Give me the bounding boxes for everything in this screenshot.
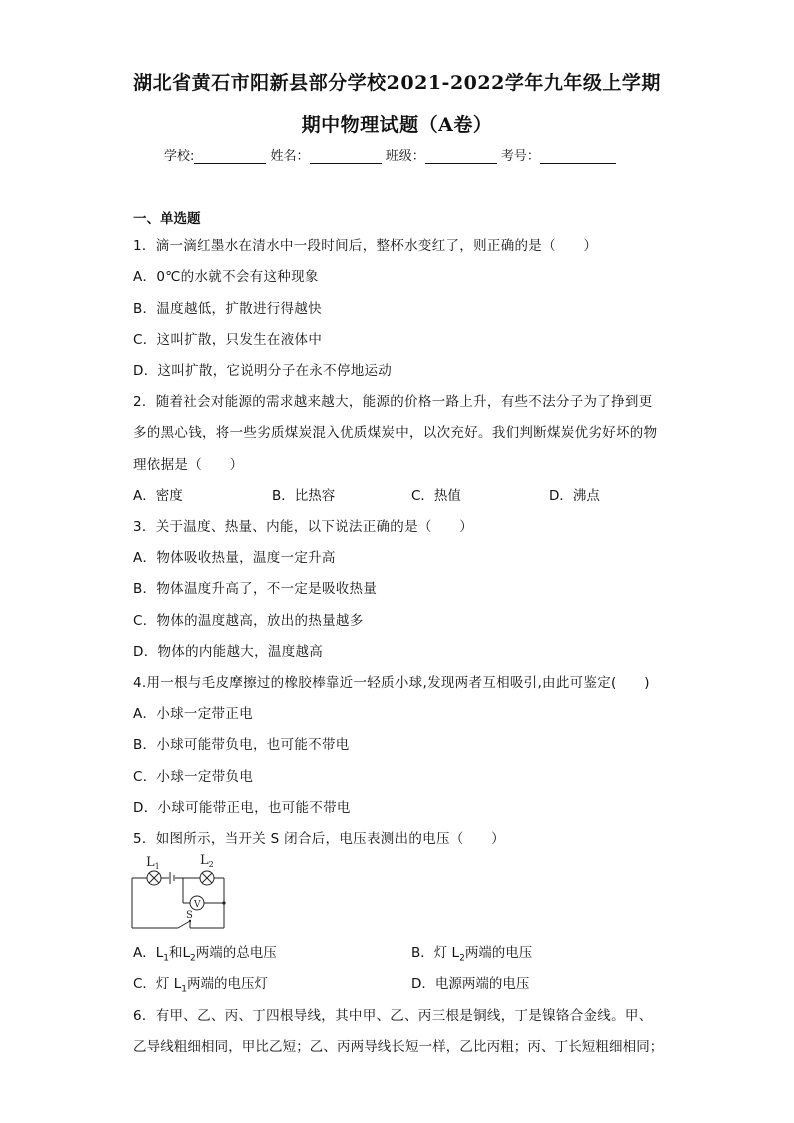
q6-stem-line-1: 6．有甲、乙、丙、丁四根导线，其中甲、乙、丙三根是铜线，丁是镍铬合金线。甲、 <box>133 1008 653 1024</box>
q1-stem: 1．滴一滴红墨水在清水中一段时间后，整杯水变红了，则正确的是（ ） <box>133 238 598 254</box>
q3-stem: 3．关于温度、热量、内能，以下说法正确的是（ ） <box>133 519 474 535</box>
name-label: 姓名： <box>270 149 310 164</box>
q4-stem: 4.用一根与毛皮摩擦过的橡胶棒靠近一轻质小球,发现两者互相吸引,由此可鉴定( ) <box>133 675 650 691</box>
q1-option-d: D．这叫扩散，它说明分子在永不停地运动 <box>133 363 393 379</box>
q5-a-suffix: 两端的总电压 <box>195 945 277 961</box>
q2-option-c: C．热值 <box>411 488 461 504</box>
q2-option-a: A．密度 <box>133 488 183 504</box>
q5-b-suffix: 两端的电压 <box>464 945 533 961</box>
q4-option-c: C．小球一定带负电 <box>133 769 254 785</box>
voltmeter-label: V <box>194 900 201 910</box>
q2-stem-line-3: 理依据是（ ） <box>133 457 244 473</box>
number-blank[interactable] <box>540 149 616 164</box>
class-label: 班级： <box>385 149 425 164</box>
name-blank[interactable] <box>310 149 382 164</box>
q5-a-sub2: 2 <box>190 953 196 964</box>
q3-option-a: A．物体吸收热量，温度一定升高 <box>133 550 336 566</box>
q2-option-b: B．比热容 <box>272 488 336 504</box>
number-label: 考号： <box>500 149 540 164</box>
class-blank[interactable] <box>425 149 497 164</box>
q1-option-c: C．这叫扩散，只发生在液体中 <box>133 332 323 348</box>
l2-subscript: 2 <box>208 860 214 869</box>
l1-subscript: 1 <box>154 862 160 871</box>
q5-a-prefix: A．L <box>133 945 164 961</box>
q5-c-sub: 1 <box>181 984 187 995</box>
student-info-row <box>164 145 616 164</box>
q5-a-mid: 和L <box>169 945 191 961</box>
q4-option-b: B．小球可能带负电，也可能不带电 <box>133 737 350 753</box>
q4-option-d: D．小球可能带正电，也可能不带电 <box>133 800 351 816</box>
section-heading: 一、单选题 <box>133 211 201 227</box>
q5-c-suffix: 两端的电压灯 <box>186 976 268 992</box>
q5-b-sub: 2 <box>459 953 465 964</box>
q4-option-a: A．小球一定带正电 <box>133 706 253 722</box>
school-blank[interactable] <box>194 149 266 164</box>
l2-label: L <box>200 853 209 868</box>
circuit-diagram <box>128 852 234 932</box>
q3-option-b: B．物体温度升高了，不一定是吸收热量 <box>133 581 378 597</box>
q5-a-sub1: 1 <box>163 953 169 964</box>
q2-stem-line-1: 2．随着社会对能源的需求越来越大，能源的价格一路上升，有些不法分子为了挣到更 <box>133 394 653 410</box>
q5-option-b <box>411 941 532 964</box>
svg-text:L2 <box>200 853 214 869</box>
q2-option-d: D．沸点 <box>549 488 600 504</box>
q5-b-prefix: B．灯 L <box>411 945 460 961</box>
q6-stem-line-2: 乙导线粗细相同，甲比乙短；乙、丙两导线长短一样，乙比丙粗；丙、丁长短粗细相同； <box>133 1039 664 1055</box>
school-label: 学校: <box>164 149 195 164</box>
q5-option-c <box>133 972 268 995</box>
svg-text:L1 <box>146 855 160 871</box>
title-line-2: 期中物理试题（A卷） <box>301 114 493 136</box>
q1-option-b: B．温度越低，扩散进行得越快 <box>133 301 322 317</box>
q5-stem: 5．如图所示，当开关 S 闭合后，电压表测出的电压（ ） <box>133 831 505 847</box>
q5-option-a <box>133 941 277 964</box>
q2-stem-line-2: 多的黑心钱，将一些劣质煤炭混入优质煤炭中，以次充好。我们判断煤炭优劣好坏的物 <box>133 425 658 441</box>
l1-label: L <box>146 855 155 870</box>
q1-option-a: A．0℃的水就不会有这种现象 <box>133 269 319 285</box>
title-line-1: 湖北省黄石市阳新县部分学校2021-2022学年九年级上学期 <box>133 72 661 94</box>
switch-label: S <box>186 910 193 921</box>
q3-option-d: D．物体的内能越大，温度越高 <box>133 644 324 660</box>
q3-option-c: C．物体的温度越高，放出的热量越多 <box>133 613 364 629</box>
q5-c-prefix: C．灯 L <box>133 976 182 992</box>
q5-option-d: D．电源两端的电压 <box>411 976 530 992</box>
